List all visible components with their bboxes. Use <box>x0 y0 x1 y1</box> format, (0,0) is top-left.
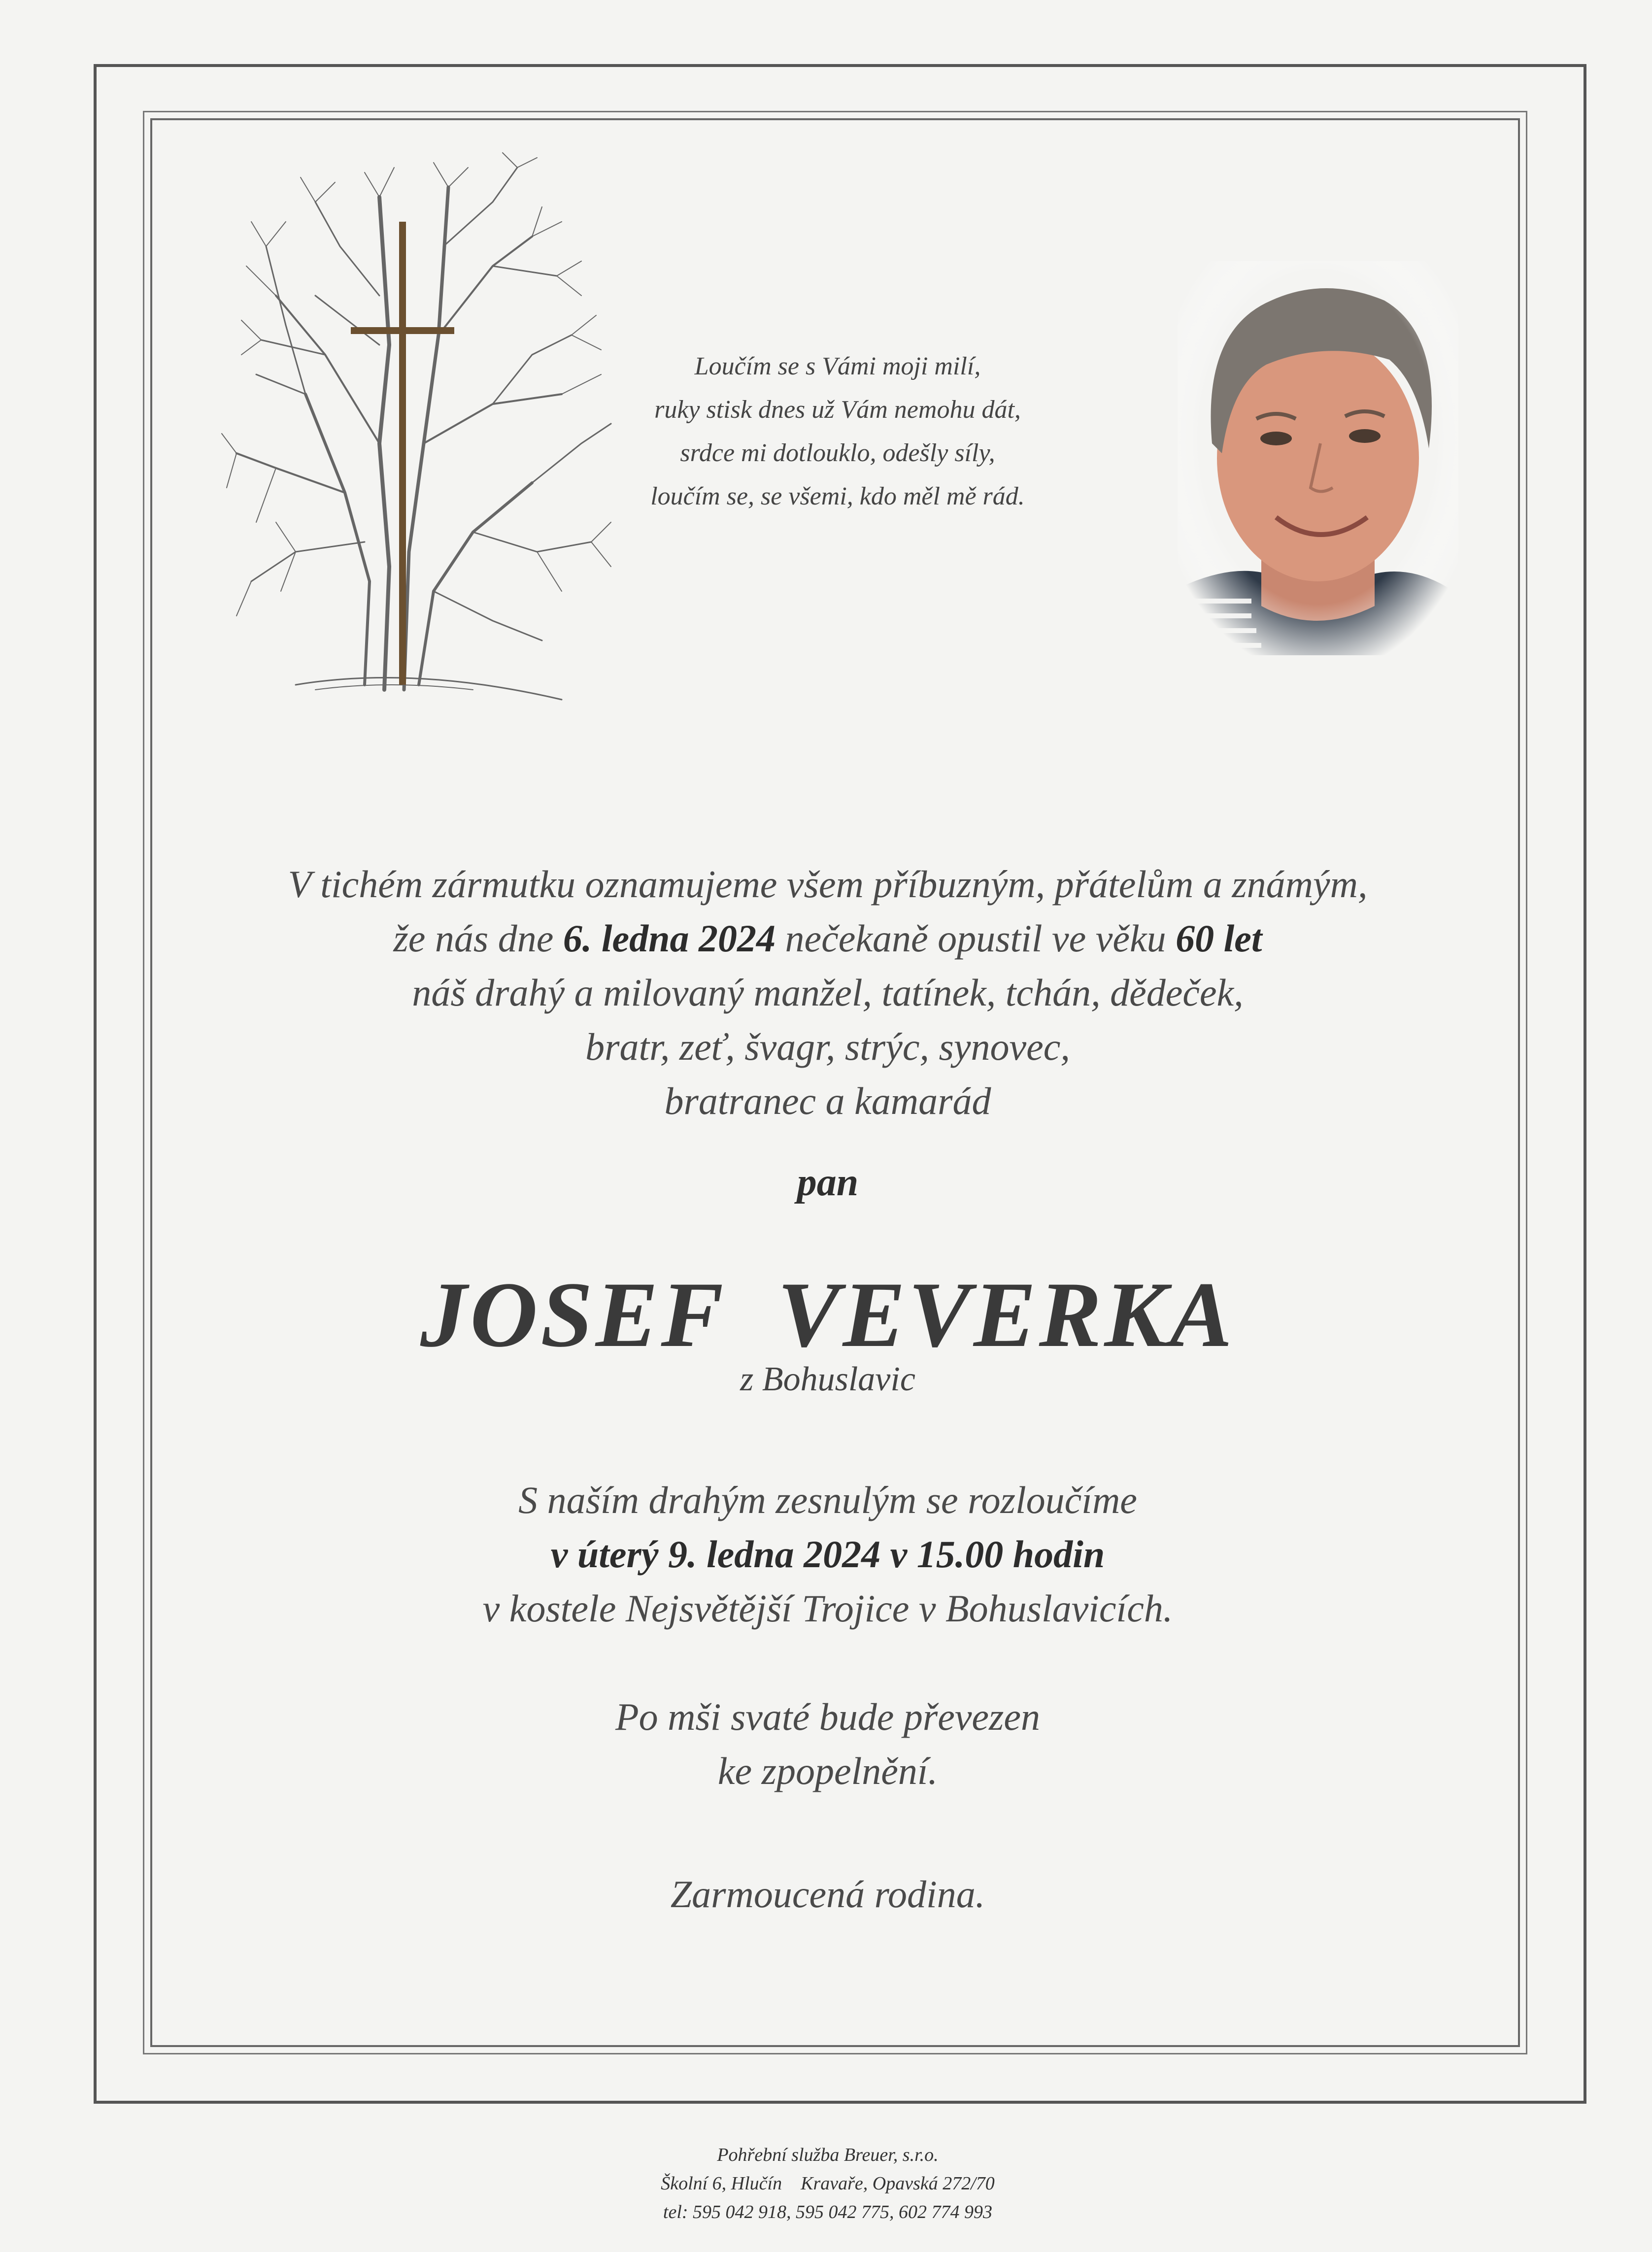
death-date: 6. ledna 2024 <box>563 917 776 960</box>
ceremony-place: v kostele Nejsvětější Trojice v Bohuslavicích. <box>482 1587 1173 1630</box>
announcement-line: V tichém zármutku oznamujeme všem příbuzným, přátelům a známým, <box>288 863 1368 906</box>
bare-tree-with-cross-icon <box>217 148 621 714</box>
announcement-line: bratr, zeť, švagr, strýc, synovec, <box>585 1025 1070 1068</box>
footer-address: Školní 6, Hlučín Kravaře, Opavská 272/70 <box>661 2173 995 2194</box>
announcement-line: náš drahý a milovaný manžel, tatínek, tchán, dědeček, <box>412 971 1244 1014</box>
announcement-line: bratranec a kamarád <box>664 1079 991 1122</box>
transfer-line: Po mši svaté bude převezen <box>615 1695 1041 1738</box>
footer-company: Pohřební služba Breuer, s.r.o. <box>717 2145 939 2165</box>
poem <box>591 345 1084 518</box>
announcement-line <box>168 911 1488 966</box>
poem-line: ruky stisk dnes už Vám nemohu dát, <box>654 396 1021 424</box>
poem-line: loučím se, se všemi, kdo měl mě rád. <box>650 482 1025 510</box>
origin: z Bohuslavic <box>740 1360 915 1398</box>
funeral-service-footer <box>493 2141 1163 2226</box>
age: 60 let <box>1176 917 1262 960</box>
poem-line: Loučím se s Vámi moji milí, <box>694 352 981 380</box>
footer-phones: tel: 595 042 918, 595 042 775, 602 774 993 <box>663 2202 993 2222</box>
announcement-text: že nás dne <box>393 917 563 960</box>
transfer-info <box>168 1690 1488 1798</box>
announcement-text: nečekaně opustil ve věku <box>775 917 1176 960</box>
honorific: pan <box>797 1161 859 1204</box>
deceased-name: JOSEF VEVERKA <box>420 1263 1235 1367</box>
signature-family: Zarmoucená rodina. <box>670 1873 985 1916</box>
ceremony-info <box>168 1473 1488 1636</box>
portrait-photo <box>1178 261 1458 655</box>
ceremony-datetime: v úterý 9. ledna 2024 v 15.00 hodin <box>550 1533 1105 1576</box>
poem-line: srdce mi dotlouklo, odešly síly, <box>680 439 995 467</box>
transfer-line: ke zpopelnění. <box>717 1749 938 1792</box>
announcement <box>168 857 1488 1128</box>
ceremony-line: S naším drahým zesnulým se rozloučíme <box>518 1479 1137 1521</box>
